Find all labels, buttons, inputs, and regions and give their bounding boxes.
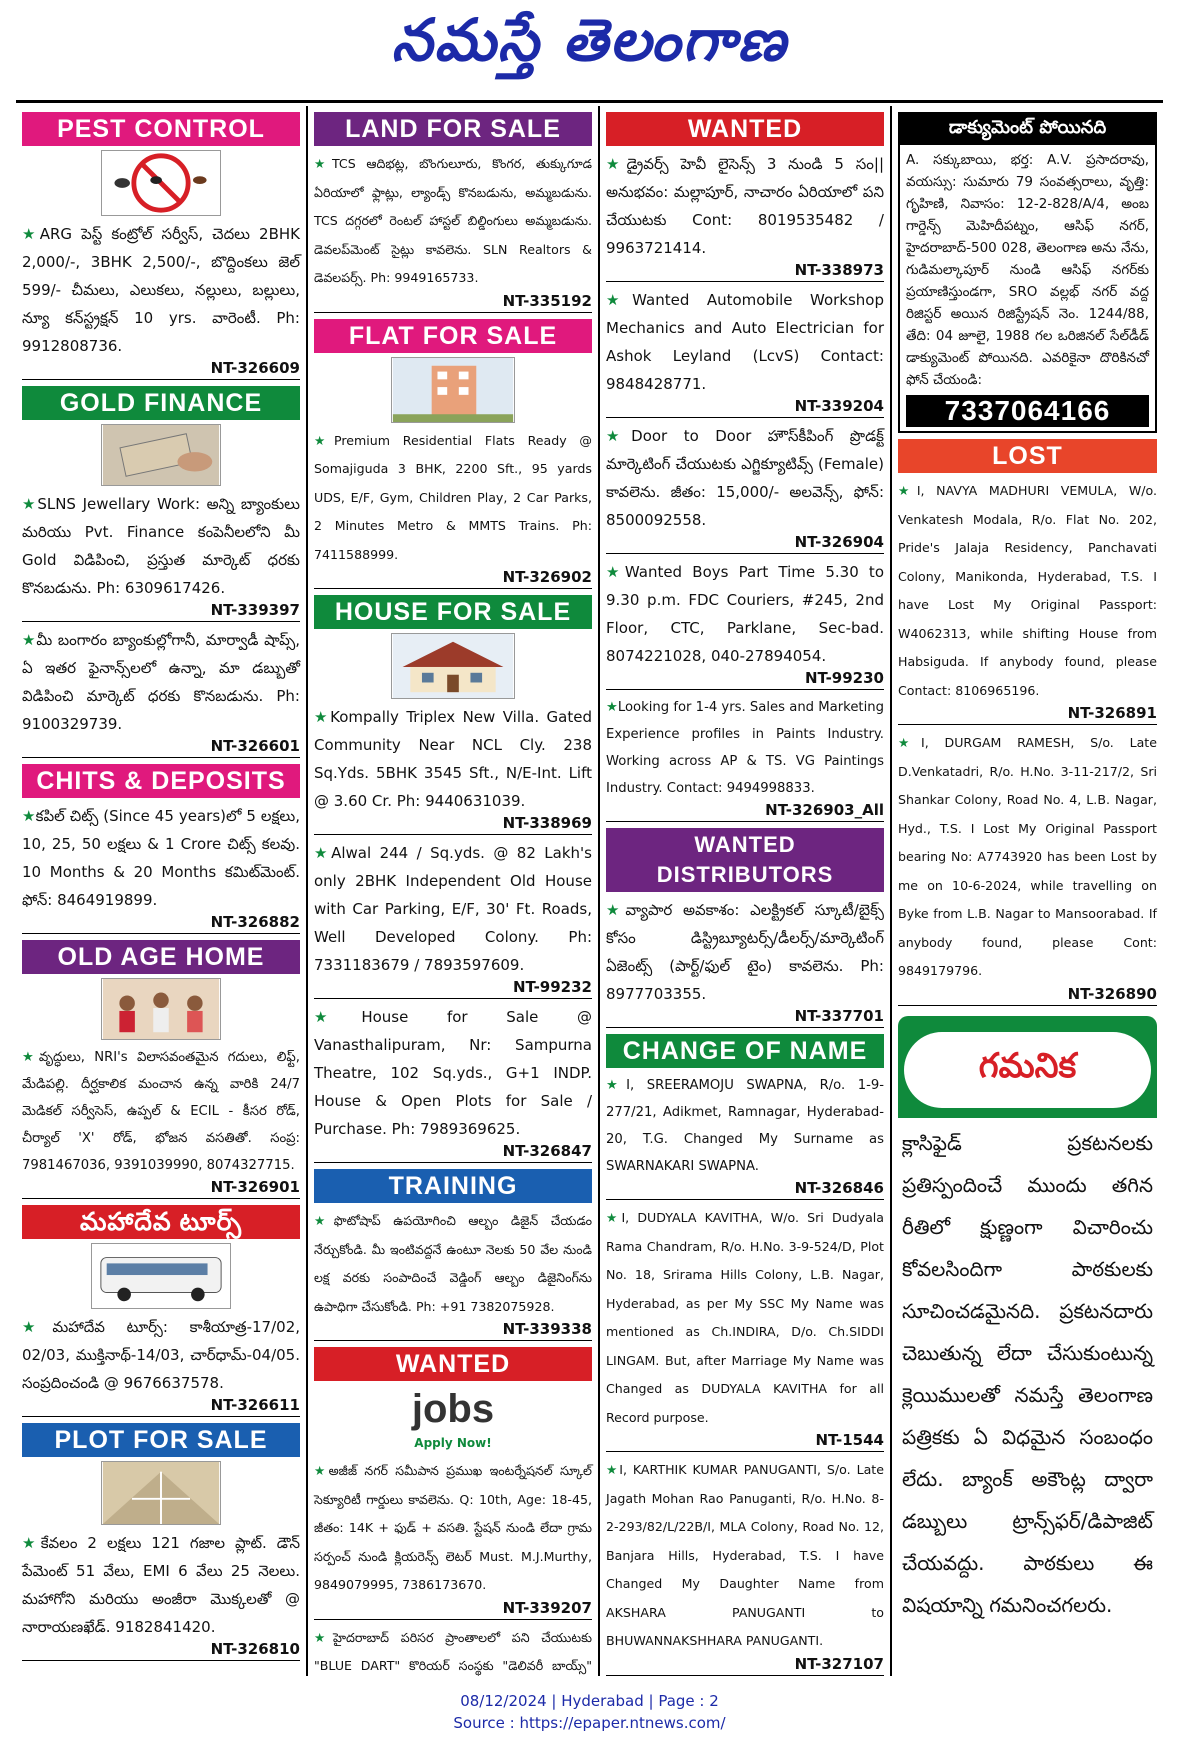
ad-code: NT-99230	[606, 670, 884, 690]
ad-code: NT-335192	[314, 293, 592, 313]
ad-pest-control: ★ARG పెస్ట్ కంట్రోల్ సర్వీస్, చెదలు 2BHK 2,000/-, 3BHK 2,500/-, బొద్దింకలు జెల్ 599/- చీమలు, ఎలుకలు, నల్లులు, బల్లులు, న్యూ కన్‌స్ట్రక్షన్ 10 yrs. వారెంటీ. Ph: 9912808736.	[22, 225, 300, 355]
ad-code: NT-326846	[606, 1180, 884, 1200]
ad-house-3: ★House for Sale @ Vanasthalipuram, Nr: Sampurna Theatre, 102 Sq.yds., G+1 INDP. House & Open Plots for Sale / Purchase. Ph: 7989369625.	[314, 1008, 592, 1138]
section-header-plot-for-sale: PLOT FOR SALE	[22, 1423, 300, 1457]
ad-flat: ★Premium Residential Flats Ready @ Somajiguda 3 BHK, 2200 Sft., 95 yards UDS, E/F, Gym, Children Play, 2 Car Parks, 2 Minutes Metro & MMTS Trains. Ph: 7411588999.	[314, 432, 592, 562]
ad-distributors: ★వ్యాపార అవకాశం: ఎలక్ట్రికల్ స్కూటీ/బైక్స్ కోసం డిస్ట్రిబ్యూటర్స్/డీలర్స్/మార్కెటింగ్ ఏజెంట్స్ (పార్ట్/ఫుల్ టైం) కావలెను. Ph: 8977703355.	[606, 901, 884, 1003]
ad-code: NT-339204	[606, 398, 884, 418]
ad-gold-1: ★SLNS Jewellary Work: అన్ని బ్యాంకులు మరియు Pvt. Finance కంపెనీలలోని మీ Gold విడిపించి, ప్రస్తుత మార్కెట్ ధరకు కొనబడును. Ph: 6309617426.	[22, 495, 300, 597]
ad-code: NT-326903_All	[606, 802, 884, 822]
document-lost-box	[898, 112, 1157, 433]
section-header-land-for-sale: LAND FOR SALE	[314, 112, 592, 146]
ad-tours: ★మహాదేవ టూర్స్: కాశీయాత్ర-17/02, 02/03, ముక్తినాథ్-14/03, చార్‌ధామ్-04/05. సంప్రదించండి @ 9676637578.	[22, 1318, 301, 1392]
section-header-wanted-distributors: WANTED DISTRIBUTORS	[606, 828, 884, 892]
ad-gold-2: ★మీ బంగారం బ్యాంకుల్లోగానీ, మార్వాడీ షాప్స్, ఏ ఇతర ఫైనాన్స్‌లలో ఉన్నా, మా డబ్బుతో విడిపించి మార్కెట్ ధరకు కొనబడును. Ph: 9100329739.	[22, 631, 300, 733]
section-header-wanted: WANTED	[606, 112, 884, 146]
notice-text: క్లాసిఫైడ్ ప్రకటనలకు ప్రతిస్పందించే ముందు తగిన రీతిలో క్షుణ్ణంగా విచారించు కోవలసిందిగా పాఠకులకు సూచించడమైనది. ప్రకటనదారు చెబుతున్న లేదా చేసుకుంటున్న క్లెయిములతో నమస్తే తెలంగాణ పత్రికకు ఏ విధమైన సంబంధం లేదు. బ్యాంక్ అకౌంట్ల ద్వారా డబ్బులు ట్రాన్స్‌ఫర్/డిపాజిట్ చేయవద్దు. పాఠకులు ఈ విషయాన్ని గమనించగలరు.	[898, 1118, 1157, 1626]
elders-icon	[101, 978, 221, 1040]
ad-wanted-4: ★Wanted Boys Part Time 5.30 to 9.30 p.m. FDC Couriers, #245, 2nd Floor, CTC, Parklane, Sec-bad. 8074221028, 040-27894054.	[606, 563, 884, 665]
section-header-pest-control: PEST CONTROL	[22, 112, 300, 146]
section-header-training: TRAINING	[314, 1169, 592, 1203]
masthead	[0, 0, 1179, 95]
ad-name-change-2: ★I, DUDYALA KAVITHA, W/o. Sri Dudyala Rama Chandram, R/o. H.No. 3-9-524/D, Plot No. 18, Srirama Hills Colony, L.B. Nagar, Hyderabad, as per My SSC My Name was mentioned as Ch.INDIRA, D/o. Ch.SIDDI LINGAM. But, after Marriage My Name was Changed as DUDYALA KAVITHA for all Record purpose.	[606, 1210, 884, 1425]
section-header-lost: LOST	[898, 439, 1157, 473]
footer	[0, 1690, 1179, 1734]
ad-code: NT-326882	[22, 914, 300, 934]
ad-code: NT-339207	[314, 1600, 592, 1620]
column-4	[892, 106, 1163, 1676]
section-header-gold-finance: GOLD FINANCE	[22, 386, 300, 420]
ad-name-change-3: ★I, KARTHIK KUMAR PANUGANTI, S/o. Late Jagath Mohan Rao Panuganti, R/o. H.No. 8-2-293/82/L/22B/I, MLA Colony, Road No. 12, Banjara Hills, Hyderabad, T.S. I have Changed My Daughter Name from AKSHARA PANUGANTI to BHUWANNAKSHHARA PANUGANTI.	[606, 1462, 884, 1648]
ad-name-change-1: ★I, SREERAMOJU SWAPNA, R/o. 1-9-277/21, Adikmet, Ramnagar, Hyderabad-20, T.G. Changed My Surname as SWARNAKARI SWAPNA.	[606, 1078, 884, 1174]
ad-lost-2: ★I, DURGAM RAMESH, S/o. Late D.Venkatadri, R/o. H.No. 3-11-217/2, Sri Shankar Colony, Road No. 4, L.B. Nagar, Hyd., T.S. I Lost My Original Passport bearing No: A7743920 has been Lost by me on 10-6-2024, while travelling on Byke from L.B. Nagar to Mansoorabad. If anybody found, please Cont: 9849179796.	[898, 735, 1157, 978]
villa-icon	[391, 633, 515, 699]
ad-code: NT-326609	[22, 360, 300, 380]
plot-icon	[101, 1461, 221, 1525]
ad-code: NT-327107	[606, 1656, 884, 1676]
ad-code: NT-326890	[898, 986, 1157, 1006]
ad-code: NT-326891	[898, 705, 1157, 725]
ad-code: NT-326847	[314, 1143, 592, 1163]
ad-code: NT-338973	[606, 262, 884, 282]
document-lost-phone: 7337064166	[906, 395, 1149, 427]
ad-wanted-2: ★Wanted Automobile Workshop Mechanics and Auto Electrician for Ashok Leyland (LcvS) Contact: 9848428771.	[606, 291, 884, 393]
section-header-document-lost: డాక్యుమెంట్ పోయినది	[900, 114, 1155, 145]
ad-land: ★TCS ఆదిభట్ల, బొంగులూరు, కొంగర, తుక్కుగూడ ఏరియాలో ఫ్లాట్లు, ల్యాండ్స్ కొనబడును, అమ్మబడును. TCS దగ్గరలో రెంటల్ హాస్టల్ బిల్డింగులు అమ్మబడును. డెవలప్‌మెంట్ సైట్లు కావలెను. SLN Realtors & డెవలపర్స్. Ph: 9949165733.	[314, 156, 592, 285]
section-header-old-age-home: OLD AGE HOME	[22, 940, 300, 974]
column-3	[600, 106, 890, 1676]
ad-wanted-3: ★Door to Door హౌస్‌కీపింగ్ ప్రొడక్ట్ మార్కెటింగ్ చేయుటకు ఎగ్జిక్యూటివ్స్ (Female) కావలెను. జీతం: 15,000/- అలవెన్స్, ఫోన్: 8500092558.	[606, 427, 884, 529]
building-icon	[391, 357, 515, 423]
ad-wanted-1: ★డ్రైవర్స్ హెవీ లైసెన్స్ 3 నుండి 5 సం|| అనుభవం: మల్లాపూర్, నాచారం ఏరియాలో పని చేయుటకు Cont: 8019535482 / 9963721414.	[606, 155, 884, 257]
section-header-wanted: WANTED	[314, 1347, 592, 1381]
footer-source-link[interactable]: Source : https://epaper.ntnews.com/	[453, 1714, 726, 1732]
section-header-flat-for-sale: FLAT FOR SALE	[314, 319, 592, 353]
ad-code: NT-339338	[314, 1321, 592, 1341]
top-rule	[16, 100, 1163, 103]
notice-box	[898, 1016, 1157, 1626]
ad-code: NT-326902	[314, 569, 592, 589]
ad-code: NT-326904	[606, 534, 884, 554]
section-header-change-of-name: CHANGE OF NAME	[606, 1034, 884, 1068]
column-2	[308, 106, 598, 1676]
money-icon	[101, 424, 221, 486]
ad-plot: ★కేవలం 2 లక్షలు 121 గజాల ప్లాట్. డౌన్ పేమెంట్ 51 వేలు, EMI 6 వేలు 25 నెలలు. మహాగోని మరియు అంజీరా మొక్కలతో @ నారాయణఖేడ్. 9182841420.	[22, 1534, 300, 1636]
ad-house-1: ★Kompally Triplex New Villa. Gated Community Near NCL Cly. 238 Sq.Yds. 5BHK 3545 Sft., N/E-Int. Lift @ 3.60 Cr. Ph: 9440631039.	[314, 708, 592, 810]
ad-wanted-bluedart: ★హైదరాబాద్ పరిసర ప్రాంతాలలో పని చేయుటకు "BLUE DART" కొరియర్ సంస్థకు "డెలివరీ బాయ్స్"	[314, 1629, 593, 1673]
ad-house-2: ★Alwal 244 / Sq.yds. @ 82 Lakh's only 2BHK Independent Old House with Car Parking, E/F, 30' Ft. Roads, Well Developed Colony. Ph: 7331183679 / 7893597609.	[314, 844, 592, 974]
ad-code: NT-326601	[22, 738, 300, 758]
document-lost-text: A. సక్కుబాయి, భర్త: A.V. ప్రసాదరావు, వయస్సు: సుమారు 79 సంవత్సరాలు, వృత్తి: గృహిణి, నివాసం: 12-2-828/A/4, అంబ గార్డెన్స్ మెహిదీపట్నం, ఆసిఫ్ నగర్, హైదరాబాద్-500 028, తెలంగాణ అను నేను, గుడిమల్కాపూర్ నుండి ఆసిఫ్ నగర్‌కు ప్రయాణిస్తుండగా, SRO వల్లభ్ నగర్ వద్ద రిజిస్టర్ అయిన రిజిస్ట్రేషన్ నెం. 1244/88, తేది: 04 జూలై, 1988 గల ఒరిజినల్ సేల్‌డీడ్ డాక్యుమెంట్ పోయినది. ఎవరికైనా దొరికినచో ఫోన్ చేయండి:	[906, 152, 1149, 388]
bus-icon	[91, 1243, 231, 1309]
ad-old-age-home: ★వృద్ధులు, NRI's విలాసవంతమైన గదులు, లిఫ్ట్, మేడిపల్లి. దీర్ఘకాలిక మంచాన ఉన్న వారికి 24/7 మెడికల్ సర్వీసెస్, ఉప్పల్ & ECIL - కీసర రోడ్, చీర్యాల్ 'X' రోడ్, భోజన వసతితో. సంప్ర: 7981467036, 9391039990, 8074327715.	[22, 1050, 300, 1173]
ad-training: ★ఫొటోషాప్ ఉపయోగించి ఆల్బం డిజైన్ చేయడం నేర్చుకోండి. మీ ఇంటివద్దనే ఉంటూ నెలకు 50 వేల నుండి లక్ష వరకు సంపాదించే వెడ్డింగ్ ఆల్బం డిజైనింగ్‌ను ఉపాధిగా చేసుకోండి. Ph: +91 7382075928.	[314, 1213, 592, 1314]
ad-lost-1: ★I, NAVYA MADHURI VEMULA, W/o. Venkatesh Modala, R/o. Flat No. 202, Pride's Jalaja Residency, Panchavati Colony, Manikonda, Hyderabad, T.S. I have Lost My Original Passport: W4062313, while shifting House from Habsiguda. If anybody found, please Contact: 8106965196.	[898, 483, 1158, 698]
section-header-house-for-sale: HOUSE FOR SALE	[314, 595, 592, 629]
ad-code: NT-339397	[22, 602, 300, 622]
ad-code: NT-326611	[22, 1397, 300, 1417]
ad-code: NT-326810	[22, 1641, 300, 1661]
column-1	[16, 106, 306, 1676]
ad-chits: ★కపిల్ చిట్స్ (Since 45 years)లో 5 లక్షలు, 10, 25, 50 లక్షలు & 1 Crore చిట్స్ కలవు. 10 Months & 20 Months కమిట్‌మెంట్. ఫోన్: 8464919899.	[22, 807, 300, 909]
ad-wanted-5: ★Looking for 1-4 yrs. Sales and Marketing Experience profiles in Paints Industry. Working across AP & TS. VG Paintings Industry. Contact: 9494998833.	[606, 700, 884, 796]
ad-code: NT-1544	[606, 1432, 884, 1452]
ad-code: NT-326901	[22, 1179, 300, 1199]
ad-code: NT-99232	[314, 979, 592, 999]
section-header-chits: CHITS & DEPOSITS	[22, 764, 300, 798]
ad-wanted-school: ★అజీజ్ నగర్ సమీపాన ప్రముఖ ఇంటర్నేషనల్ స్కూల్ సెక్యూరిటీ గార్డులు కావలెను. Q: 10th, Age: 18-45, జీతం: 14K + ఫుడ్ + వసతి. స్టేషన్ నుండి లేదా గ్రామ సర్పంచ్ నుండి క్లియరెన్స్ లెటర్ Must. M.J.Murthy, 9849079995, 7386173670.	[314, 1463, 592, 1592]
ad-code: NT-337701	[606, 1008, 884, 1028]
newspaper-title: నమస్తే తెలంగాణ	[391, 6, 788, 74]
jobs-logo: jobs Apply Now!	[411, 1387, 495, 1450]
ad-code: NT-338969	[314, 815, 592, 835]
pest-icon	[101, 150, 221, 216]
footer-date-line: 08/12/2024 | Hyderabad | Page : 2	[460, 1692, 719, 1710]
section-header-tours: మహాదేవ టూర్స్	[22, 1205, 300, 1239]
notice-title: గమనిక	[904, 1032, 1151, 1108]
